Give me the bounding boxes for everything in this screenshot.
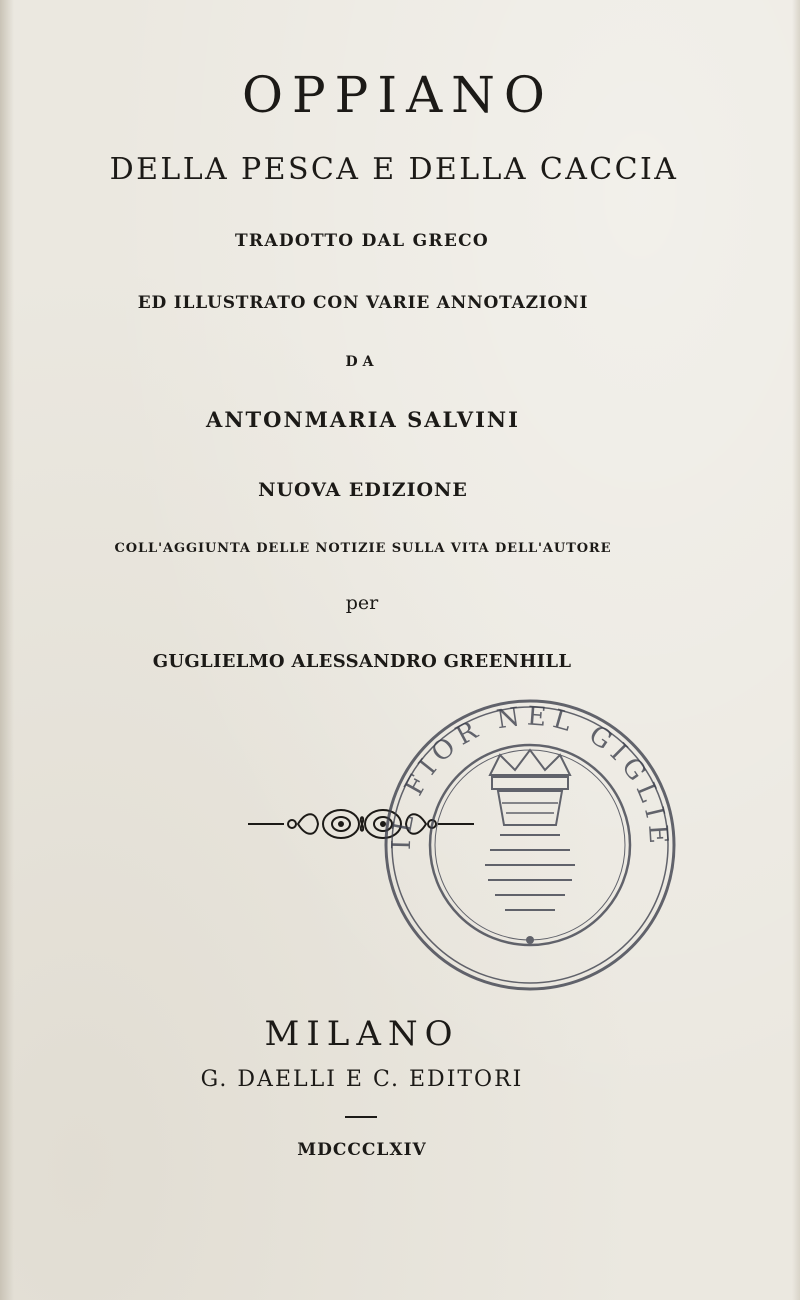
- translation-note: TRADOTTO DAL GRECO: [234, 231, 490, 251]
- editor-name: GUGLIELMO ALESSANDRO GREENHILL: [152, 651, 572, 672]
- book-title: OPPIANO: [242, 66, 554, 124]
- addition-note: COLL'AGGIUNTA DELLE NOTIZIE SULLA VITA DELL'AUTORE: [114, 541, 612, 556]
- page-edge-shadow: [0, 0, 14, 1300]
- annotation-note: ED ILLUSTRATO CON VARIE ANNOTAZIONI: [137, 293, 589, 313]
- publication-city: MILANO: [264, 1014, 460, 1054]
- author-name: ANTONMARIA SALVINI: [206, 407, 520, 432]
- publisher-name: G. DAELLI E C. EDITORI: [200, 1067, 524, 1092]
- page-edge-highlight: [792, 0, 800, 1300]
- divider-rule: [345, 1116, 377, 1118]
- book-subtitle: DELLA PESCA E DELLA CACCIA: [109, 152, 679, 187]
- edition-label: NUOVA EDIZIONE: [258, 479, 468, 501]
- publication-year: MDCCCLXIV: [297, 1140, 427, 1160]
- stamp-text: IL FIOR NEL GIGLIE: [386, 701, 674, 851]
- by-label: DA: [345, 354, 379, 370]
- per-label: per: [345, 592, 379, 614]
- library-stamp-icon: [380, 695, 680, 995]
